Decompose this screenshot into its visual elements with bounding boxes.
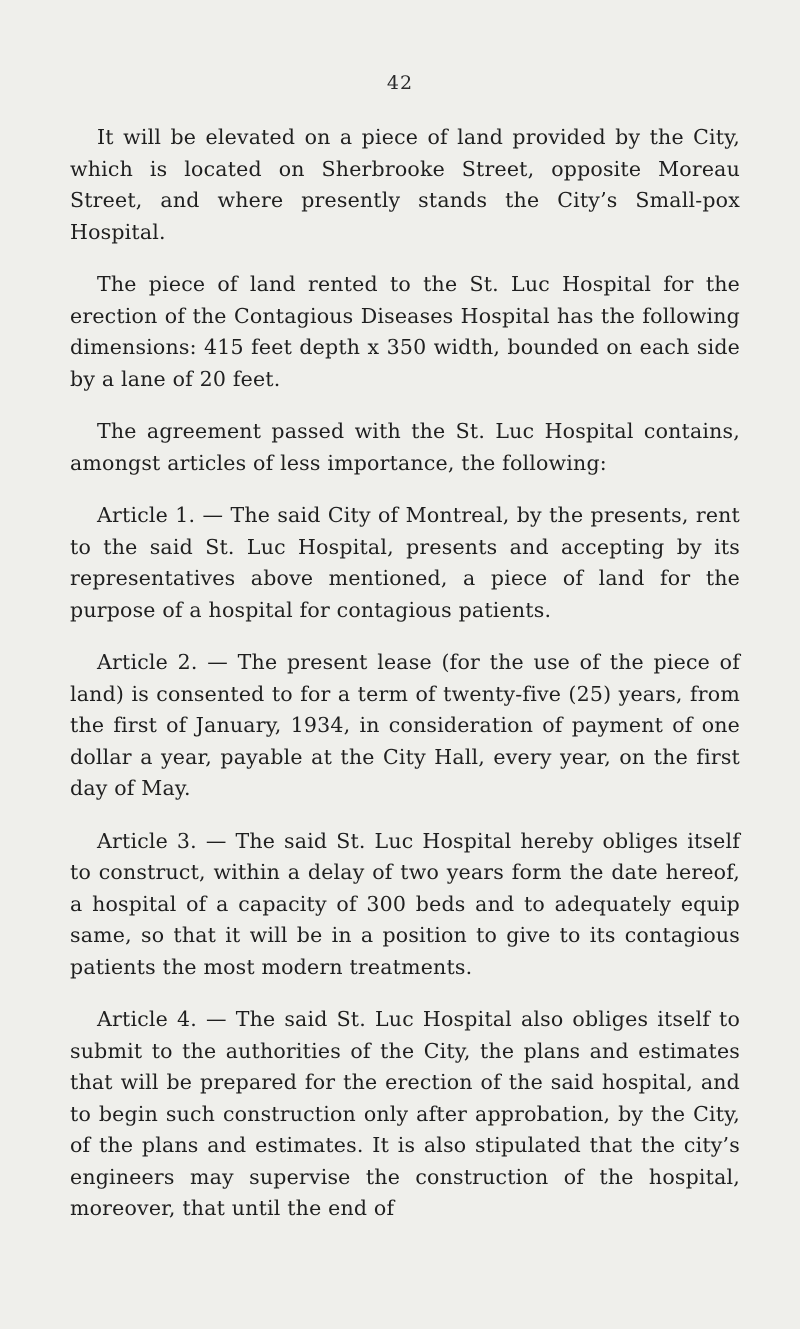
document-body — [70, 122, 740, 1246]
page-number: 42 — [386, 72, 414, 94]
paragraph-article-4: Article 4. — The said St. Luc Hospital also obliges itself to submit to the authorities of the City, the plans and estimates that will be prepared for the erection of the said hospital, and to begin such construction only after approbation, by the City, of the plans and estimates. It is also stipulated that the city’s engineers may supervise the construction of the hospital, moreover, that until the end of — [70, 1007, 740, 1220]
paragraph-article-2: Article 2. — The present lease (for the use of the piece of land) is consented to for a term of twenty-five (25) years, from the first of January, 1934, in consideration of payment of one dollar a year, payable at the City Hall, every year, on the first day of May. — [70, 650, 740, 800]
paragraph-land-dimensions: The piece of land rented to the St. Luc Hospital for the erection of the Contagious Diseases Hospital has the following dimensions: 415 feet depth x 350 width, bounded on each side by a lane of 20 feet. — [70, 272, 740, 391]
paragraph-site-location: It will be elevated on a piece of land provided by the City, which is located on Sherbrooke Street, opposite Moreau Street, and where presently stands the City’s Small-pox Hospital. — [70, 125, 740, 244]
paragraph-agreement-intro: The agreement passed with the St. Luc Hospital contains, amongst articles of less importance, the following: — [70, 419, 740, 475]
paragraph-article-1: Article 1. — The said City of Montreal, by the presents, rent to the said St. Luc Hospital, presents and accepting by its representatives above mentioned, a piece of land for the purpose of a hospital for contagious patients. — [70, 503, 740, 622]
paragraph-article-3: Article 3. — The said St. Luc Hospital hereby obliges itself to construct, within a delay of two years form the date hereof, a hospital of a capacity of 300 beds and to adequately equip same, so that it will be in a position to give to its contagious patients the most modern treatments. — [70, 828, 740, 979]
